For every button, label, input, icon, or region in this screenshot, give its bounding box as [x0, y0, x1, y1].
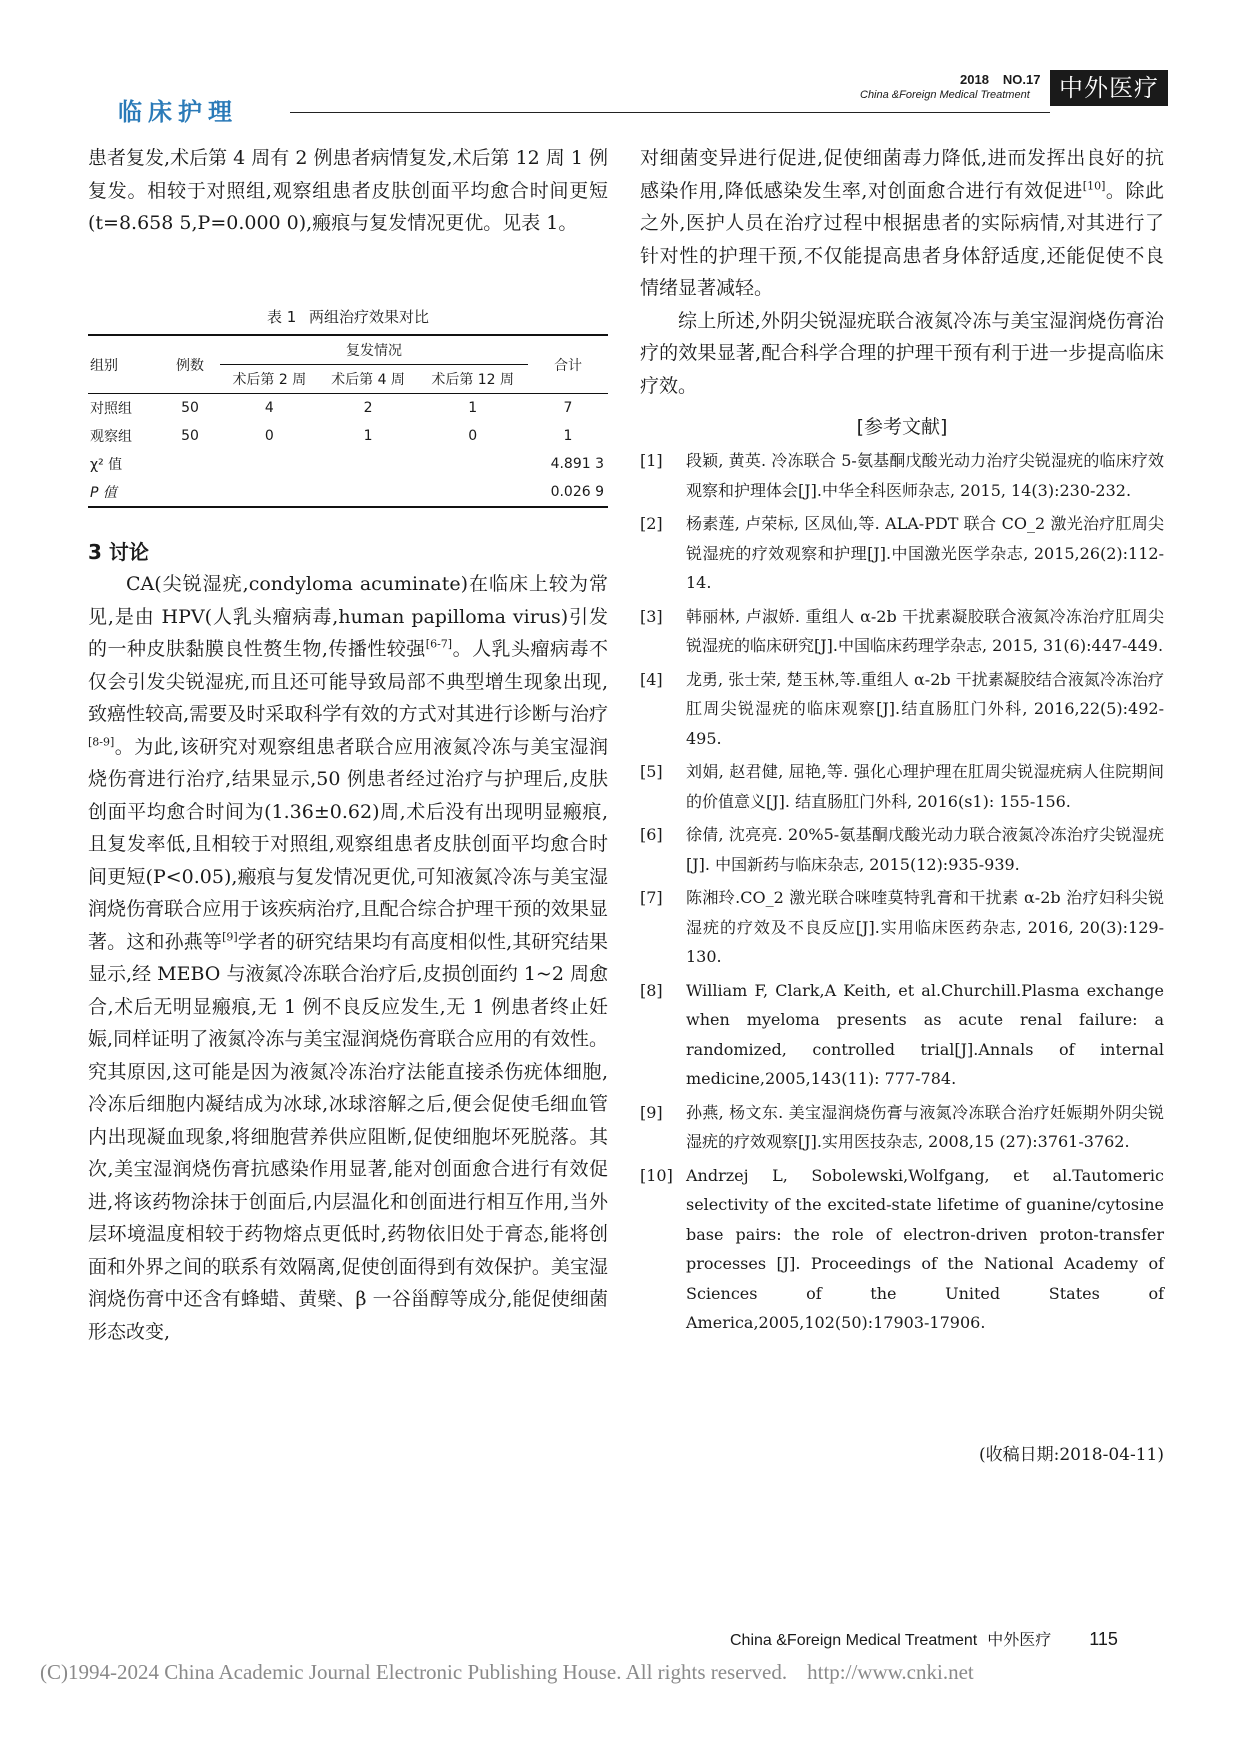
discussion-paragraph	[88, 568, 608, 1348]
page-number: 115	[1089, 1629, 1118, 1649]
cell-total: 7	[563, 400, 573, 416]
reference-item	[640, 757, 1164, 816]
section-label: 临床护理	[118, 98, 238, 126]
reference-item	[640, 602, 1164, 661]
left-intro	[88, 142, 608, 240]
reference-number: [1]	[640, 451, 663, 470]
reference-number: [6]	[640, 825, 663, 844]
reference-number: [4]	[640, 669, 663, 689]
reference-number: [7]	[640, 888, 663, 907]
reference-item	[640, 1161, 1164, 1338]
page-footer	[730, 1627, 1128, 1650]
reference-item	[640, 665, 1164, 754]
header-rule	[290, 112, 1050, 113]
right-body	[640, 142, 1164, 402]
conclusion-paragraph: 综上所述,外阴尖锐湿疣联合液氮冷冻与美宝湿润烧伤膏治疗的效果显著,配合科学合理的护理干预有利于进一步提高临床疗效。	[640, 309, 1164, 397]
cell-cases: 50	[181, 428, 199, 444]
reference-text: 孙燕, 杨文东. 美宝湿润烧伤膏与液氮冷冻联合治疗妊娠期外阴尖锐湿疣的疗效观察[J].实用医技杂志, 2008,15 (27):3761-3762.	[686, 1102, 1164, 1151]
reference-number: [5]	[640, 762, 663, 781]
cell-total: 1	[563, 428, 573, 444]
discussion-body	[88, 568, 608, 1348]
table-caption	[88, 306, 608, 327]
received-date: (收稿日期:2018-04-11)	[978, 1445, 1164, 1465]
reference-item	[640, 1098, 1164, 1157]
results-table	[88, 334, 608, 508]
discussion-text-2: 。人乳头瘤病毒不仅会引发尖锐湿疣,而且还可能导致局部不典型增生现象出现,致癌性较高,需要及时采取科学有效的方式对其进行诊断与治疗	[88, 638, 608, 725]
footer-journal-en: China &Foreign Medical Treatment	[730, 1632, 978, 1649]
discussion-text-1: CA(尖锐湿疣,condyloma acuminate)在临床上较为常见,是由 HPV(人乳头瘤病毒,human papilloma virus)引发的一种皮肤黏膜良性赘生物,传播性较强	[88, 573, 608, 660]
citation: [9]	[222, 930, 238, 944]
reference-text: 徐倩, 沈亮亮. 20%5-氨基酮戊酸光动力联合液氮冷冻治疗尖锐湿疣[J]. 中国新药与临床杂志, 2015(12):935-939.	[686, 825, 1164, 874]
issue-number: NO.17	[1002, 72, 1041, 87]
reference-text: 龙勇, 张士荣, 楚玉林,等.重组人 α-2b 干扰素凝胶结合液氮冷冻治疗肛周尖锐湿疣的临床观察[J].结直肠肛门外科, 2016,22(5):492-495.	[686, 669, 1164, 748]
discussion-text-4: 学者的研究结果均有高度相似性,其研究结果显示,经 MEBO 与液氮冷冻联合治疗后,皮损创面约 1~2 周愈合,术后无明显瘢痕,无 1 例不良反应发生,无 1 例患者终止妊娠,同样证明了液氮冷冻与美宝湿润烧伤膏联合应用的有效性。究其原因,这可能是因为液氮冷冻治疗法能直接杀伤疣体细胞,冷冻后细胞内凝结成为冰球,冰球溶解之后,便会促使毛细血管内出现凝血现象,将细胞营养供应阻断,促使细胞坏死脱落。其次,美宝湿润烧伤膏抗感染作用显著,能对创面愈合进行有效促进,将该药物涂抹于创面后,内层温化和创面进行相互作用,当外层环境温度相较于药物熔点更低时,药物依旧处于膏态,能将创面和外界之间的联系有效隔离,促使创面得到有效保护。美宝湿润烧伤膏中还含有蜂蜡、黄檗、β 一谷甾醇等成分,能促使细菌形态改变,	[88, 930, 608, 1343]
table-row	[88, 422, 608, 450]
copyright-text: (C)1994-2024 China Academic Journal Electronic Publishing House. All rights reserved.	[40, 1660, 788, 1684]
p-label: P 值	[88, 478, 160, 507]
reference-text: 陈湘玲.CO_2 激光联合咪喹莫特乳膏和干扰素 α-2b 治疗妇科尖锐湿疣的疗效及不良反应[J].实用临床医药杂志, 2016, 20(3):129-130.	[686, 888, 1164, 966]
reference-item	[640, 976, 1164, 1094]
footer-journal-cn: 中外医疗	[987, 1632, 1052, 1649]
reference-number: [2]	[640, 514, 663, 533]
reference-item	[640, 509, 1164, 598]
th-total: 合计	[528, 335, 608, 394]
th-group: 组别	[88, 335, 160, 394]
reference-text: 杨素莲, 卢荣标, 区凤仙,等. ALA-PDT 联合 CO_2 激光治疗肛周尖锐湿疣的疗效观察和护理[J].中国激光医学杂志, 2015,26(2):112-14.	[686, 514, 1164, 592]
cell-week4: 1	[363, 428, 373, 444]
p-value: 0.026 9	[528, 478, 608, 507]
th-week12: 术后第 12 周	[417, 365, 528, 394]
intro-paragraph: 患者复发,术后第 4 周有 2 例患者病情复发,术后第 12 周 1 例复发。相较于对照组,观察组患者皮肤创面平均愈合时间更短(t=8.658 5,P=0.000 0),瘢痕与复发情况更优。见表 1。	[88, 147, 608, 234]
copyright-line	[40, 1660, 994, 1685]
cell-cases: 50	[181, 400, 199, 416]
th-recurrence: 复发情况	[220, 335, 528, 365]
reference-text: William F, Clark,A Keith, et al.Churchill.Plasma exchange when myeloma presents as acute renal failure: a randomized, controlled trial[J].Annals of internal medicine,2005,143(11): 777-784.	[686, 980, 1164, 1088]
th-week2: 术后第 2 周	[220, 365, 319, 394]
reference-number: [9]	[640, 1102, 663, 1122]
table-row	[88, 394, 608, 423]
reference-item	[640, 820, 1164, 879]
journal-name-english: China &Foreign Medical Treatment	[860, 89, 1030, 101]
reference-text: Andrzej L, Sobolewski,Wolfgang, et al.Tautomeric selectivity of the excited-state lifetime of guanine/cytosine base pairs: the role of electron-driven proton-transfer processes [J]. Proceedings of the National Academy of Sciences of the United States of America,2005,102(50):17903-17906.	[686, 1165, 1164, 1332]
cell-group: 对照组	[90, 401, 132, 417]
reference-number: [3]	[640, 606, 663, 626]
reference-text: 刘娟, 赵君健, 屈艳,等. 强化心理护理在肛周尖锐湿疣病人住院期间的价值意义[J]. 结直肠肛门外科, 2016(s1): 155-156.	[686, 762, 1164, 811]
references-list	[640, 446, 1164, 1342]
right-paragraph	[640, 142, 1164, 305]
reference-number: [10]	[640, 1165, 673, 1185]
citation: [6-7]	[425, 637, 453, 651]
right-text-1: 对细菌变异进行促进,促使细菌毒力降低,进而发挥出良好的抗感染作用,降低感染发生率,对创面愈合进行有效促进	[640, 147, 1164, 202]
cell-week12: 1	[468, 400, 478, 416]
journal-name-badge: 中外医疗	[1050, 70, 1168, 106]
cell-week2: 0	[264, 428, 274, 444]
discussion-text-3: 。为此,该研究对观察组患者联合应用液氮冷冻与美宝湿润烧伤膏进行治疗,结果显示,50 例患者经过治疗与护理后,皮肤创面平均愈合时间为(1.36±0.62)周,术后没有出现明显瘢痕,且复发率低,且相较于对照组,观察组患者皮肤创面平均愈合时间更短(P<0.05),瘢痕与复发情况更优,可知液氮冷冻与美宝湿润烧伤膏联合应用于该疾病治疗,且配合综合护理干预的效果显著。这和孙燕等	[88, 735, 608, 953]
chi-label: χ² 值	[90, 457, 123, 473]
cell-week4: 2	[363, 400, 373, 416]
citation: [8-9]	[88, 735, 115, 749]
copyright-url[interactable]: http://www.cnki.net	[807, 1660, 974, 1684]
reference-item	[640, 446, 1164, 505]
th-cases: 例数	[160, 335, 220, 394]
reference-text: 段颖, 黄英. 冷冻联合 5-氨基酮戊酸光动力治疗尖锐湿疣的临床疗效观察和护理体会[J].中华全科医师杂志, 2015, 14(3):230-232.	[686, 451, 1164, 500]
cell-week12: 0	[468, 428, 478, 444]
issue-info	[960, 72, 1055, 87]
table-row-p	[88, 478, 608, 507]
cell-group: 观察组	[90, 429, 132, 445]
reference-item	[640, 883, 1164, 972]
section-heading: 3 讨论	[88, 540, 149, 564]
cell-week2: 4	[264, 400, 274, 416]
th-week4: 术后第 4 周	[319, 365, 418, 394]
table-title: 两组治疗效果对比	[309, 308, 430, 326]
table-number: 表 1	[266, 308, 297, 326]
citation: [10]	[1082, 179, 1106, 193]
right-text-2: 。除此之外,医护人员在治疗过程中根据患者的实际病情,对其进行了针对性的护理干预,不仅能提高患者身体舒适度,还能促使不良情绪显著减轻。	[640, 179, 1164, 299]
issue-year: 2018	[960, 72, 989, 87]
chi-value: 4.891 3	[550, 456, 604, 472]
reference-text: 韩丽林, 卢淑娇. 重组人 α-2b 干扰素凝胶联合液氮冷冻治疗肛周尖锐湿疣的临床研究[J].中国临床药理学杂志, 2015, 31(6):447-449.	[686, 606, 1164, 655]
reference-number: [8]	[640, 980, 663, 1000]
references-title: [参考文献]	[856, 416, 948, 438]
table-row-chi	[88, 450, 608, 478]
